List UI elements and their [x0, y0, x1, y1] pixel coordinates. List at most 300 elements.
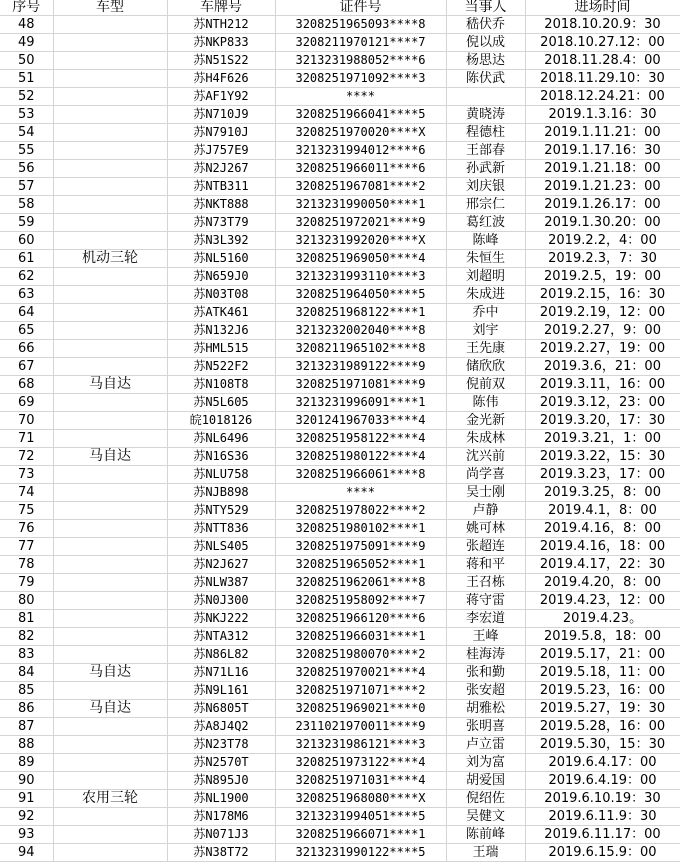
cell-serial-number[interactable]: 93: [0, 826, 53, 844]
cell-id-number[interactable]: 3208251966011****6: [275, 160, 446, 178]
cell-id-number[interactable]: 3208251966031****1: [275, 628, 446, 646]
cell-serial-number[interactable]: 69: [0, 394, 53, 412]
cell-id-number[interactable]: 3213231996091****1: [275, 394, 446, 412]
cell-entry-time[interactable]: 2018.10.27.12：00: [525, 34, 680, 52]
cell-id-number[interactable]: 3208251971092****3: [275, 70, 446, 88]
cell-party[interactable]: 王瑞: [446, 844, 525, 862]
cell-party[interactable]: 陈伏武: [446, 70, 525, 88]
cell-vehicle-type[interactable]: [53, 106, 167, 124]
cell-vehicle-type[interactable]: [53, 88, 167, 106]
cell-serial-number[interactable]: 61: [0, 250, 53, 268]
cell-party[interactable]: 蒋和平: [446, 556, 525, 574]
cell-vehicle-type[interactable]: [53, 682, 167, 700]
cell-plate-number[interactable]: 苏NTY529: [167, 502, 275, 520]
cell-plate-number[interactable]: 苏N51S22: [167, 52, 275, 70]
cell-vehicle-type[interactable]: [53, 574, 167, 592]
cell-party[interactable]: 刘为富: [446, 754, 525, 772]
cell-serial-number[interactable]: 80: [0, 592, 53, 610]
cell-party[interactable]: 倪前双: [446, 376, 525, 394]
cell-plate-number[interactable]: 苏N2J267: [167, 160, 275, 178]
cell-plate-number[interactable]: 苏A8J4Q2: [167, 718, 275, 736]
cell-party[interactable]: 陈前峰: [446, 826, 525, 844]
cell-id-number[interactable]: 3208251968080****X: [275, 790, 446, 808]
cell-party[interactable]: 刘庆银: [446, 178, 525, 196]
cell-serial-number[interactable]: 77: [0, 538, 53, 556]
cell-vehicle-type[interactable]: [53, 16, 167, 34]
cell-plate-number[interactable]: 苏N108T8: [167, 376, 275, 394]
cell-party[interactable]: 刘超明: [446, 268, 525, 286]
header-vehicle-type[interactable]: 车型: [53, 0, 167, 16]
cell-id-number[interactable]: 3208211965102****8: [275, 340, 446, 358]
cell-serial-number[interactable]: 63: [0, 286, 53, 304]
cell-vehicle-type[interactable]: [53, 556, 167, 574]
cell-vehicle-type[interactable]: [53, 286, 167, 304]
cell-party[interactable]: 王召栋: [446, 574, 525, 592]
cell-serial-number[interactable]: 57: [0, 178, 53, 196]
cell-vehicle-type[interactable]: [53, 412, 167, 430]
cell-entry-time[interactable]: 2019.6.4.17：00: [525, 754, 680, 772]
cell-serial-number[interactable]: 83: [0, 646, 53, 664]
cell-id-number[interactable]: 3208251965052****1: [275, 556, 446, 574]
cell-vehicle-type[interactable]: [53, 430, 167, 448]
cell-vehicle-type[interactable]: [53, 844, 167, 862]
cell-plate-number[interactable]: 苏NJB898: [167, 484, 275, 502]
cell-entry-time[interactable]: 2018.10.20.9：30: [525, 16, 680, 34]
cell-vehicle-type[interactable]: [53, 718, 167, 736]
table-row: [0, 34, 680, 52]
header-serial-number[interactable]: 序号: [0, 0, 53, 16]
cell-id-number[interactable]: 3208251965093****8: [275, 16, 446, 34]
cell-party[interactable]: 嵇伏乔: [446, 16, 525, 34]
cell-party[interactable]: 胡雅松: [446, 700, 525, 718]
cell-entry-time[interactable]: 2019.1.26.17：00: [525, 196, 680, 214]
cell-id-number[interactable]: 3213231990122****5: [275, 844, 446, 862]
cell-entry-time[interactable]: 2019.5.18，11：00: [525, 664, 680, 682]
cell-plate-number[interactable]: 苏N895J0: [167, 772, 275, 790]
cell-vehicle-type[interactable]: [53, 340, 167, 358]
cell-serial-number[interactable]: 66: [0, 340, 53, 358]
cell-vehicle-type[interactable]: [53, 754, 167, 772]
cell-party[interactable]: 李宏道: [446, 610, 525, 628]
cell-party[interactable]: 蒋守雷: [446, 592, 525, 610]
cell-id-number[interactable]: 3208251970021****4: [275, 664, 446, 682]
table-row: [0, 826, 680, 844]
cell-serial-number[interactable]: 60: [0, 232, 53, 250]
cell-serial-number[interactable]: 81: [0, 610, 53, 628]
cell-party[interactable]: 朱成林: [446, 430, 525, 448]
cell-id-number[interactable]: 3213232002040****8: [275, 322, 446, 340]
cell-entry-time[interactable]: 2019.6.15.9：00: [525, 844, 680, 862]
cell-vehicle-type[interactable]: [53, 142, 167, 160]
cell-vehicle-type[interactable]: [53, 232, 167, 250]
cell-entry-time[interactable]: 2019.4.23，12：00: [525, 592, 680, 610]
cell-vehicle-type[interactable]: [53, 772, 167, 790]
cell-id-number[interactable]: 3208251968122****1: [275, 304, 446, 322]
cell-plate-number[interactable]: 苏N5L605: [167, 394, 275, 412]
cell-serial-number[interactable]: 85: [0, 682, 53, 700]
cell-id-number[interactable]: 3208251966071****1: [275, 826, 446, 844]
cell-party[interactable]: 胡爱国: [446, 772, 525, 790]
table-row: [0, 232, 680, 250]
cell-serial-number[interactable]: 82: [0, 628, 53, 646]
cell-serial-number[interactable]: 55: [0, 142, 53, 160]
cell-vehicle-type[interactable]: [53, 178, 167, 196]
cell-vehicle-type[interactable]: [53, 520, 167, 538]
cell-vehicle-type[interactable]: [53, 268, 167, 286]
cell-serial-number[interactable]: 91: [0, 790, 53, 808]
cell-plate-number[interactable]: 苏AF1Y92: [167, 88, 275, 106]
cell-entry-time[interactable]: 2019.3.25，8：00: [525, 484, 680, 502]
cell-entry-time[interactable]: 2019.4.1，8：00: [525, 502, 680, 520]
cell-party[interactable]: 张安超: [446, 682, 525, 700]
cell-party[interactable]: 黄晓涛: [446, 106, 525, 124]
cell-entry-time[interactable]: 2019.1.11.21：00: [525, 124, 680, 142]
cell-vehicle-type[interactable]: [53, 646, 167, 664]
cell-plate-number[interactable]: 苏N522F2: [167, 358, 275, 376]
cell-entry-time[interactable]: 2019.4.17，22：30: [525, 556, 680, 574]
cell-party[interactable]: 桂海涛: [446, 646, 525, 664]
cell-serial-number[interactable]: 86: [0, 700, 53, 718]
cell-entry-time[interactable]: 2019.3.11，16：00: [525, 376, 680, 394]
table-row: [0, 538, 680, 556]
cell-vehicle-type[interactable]: 马自达: [53, 700, 167, 718]
cell-vehicle-type[interactable]: [53, 322, 167, 340]
cell-entry-time[interactable]: 2019.5.23，16：00: [525, 682, 680, 700]
cell-vehicle-type[interactable]: [53, 358, 167, 376]
cell-plate-number[interactable]: 苏N659J0: [167, 268, 275, 286]
cell-serial-number[interactable]: 88: [0, 736, 53, 754]
cell-id-number[interactable]: 3208251966120****6: [275, 610, 446, 628]
table-row: [0, 394, 680, 412]
cell-vehicle-type[interactable]: 马自达: [53, 448, 167, 466]
cell-id-number[interactable]: 3208251969021****0: [275, 700, 446, 718]
cell-serial-number[interactable]: 51: [0, 70, 53, 88]
cell-id-number[interactable]: 3208251971081****9: [275, 376, 446, 394]
cell-party[interactable]: 程德柱: [446, 124, 525, 142]
cell-party[interactable]: 刘宇: [446, 322, 525, 340]
cell-plate-number[interactable]: 苏N38T72: [167, 844, 275, 862]
cell-serial-number[interactable]: 59: [0, 214, 53, 232]
cell-id-number[interactable]: 3208251962061****8: [275, 574, 446, 592]
cell-vehicle-type[interactable]: [53, 394, 167, 412]
cell-id-number[interactable]: 3208251975091****9: [275, 538, 446, 556]
cell-id-number[interactable]: 3201241967033****4: [275, 412, 446, 430]
cell-serial-number[interactable]: 90: [0, 772, 53, 790]
cell-id-number[interactable]: 3208251980070****2: [275, 646, 446, 664]
cell-vehicle-type[interactable]: [53, 466, 167, 484]
cell-party[interactable]: 邢宗仁: [446, 196, 525, 214]
cell-serial-number[interactable]: 48: [0, 16, 53, 34]
table-row: [0, 700, 680, 718]
cell-plate-number[interactable]: 苏NTT836: [167, 520, 275, 538]
cell-serial-number[interactable]: 94: [0, 844, 53, 862]
cell-serial-number[interactable]: 72: [0, 448, 53, 466]
cell-id-number[interactable]: 3208251972021****9: [275, 214, 446, 232]
cell-plate-number[interactable]: 苏NLU758: [167, 466, 275, 484]
cell-entry-time[interactable]: 2019.2.3，7：30: [525, 250, 680, 268]
cell-id-number[interactable]: 3208251978022****2: [275, 502, 446, 520]
cell-vehicle-type[interactable]: [53, 52, 167, 70]
cell-entry-time[interactable]: 2019.1.21.18：00: [525, 160, 680, 178]
cell-id-number[interactable]: 3208251970020****X: [275, 124, 446, 142]
cell-entry-time[interactable]: 2019.6.10.19：30: [525, 790, 680, 808]
cell-id-number[interactable]: 3213231988052****6: [275, 52, 446, 70]
cell-vehicle-type[interactable]: [53, 34, 167, 52]
cell-serial-number[interactable]: 54: [0, 124, 53, 142]
cell-plate-number[interactable]: 苏N3L392: [167, 232, 275, 250]
cell-id-number[interactable]: 3213231994051****5: [275, 808, 446, 826]
cell-party[interactable]: 吴士刚: [446, 484, 525, 502]
cell-entry-time[interactable]: 2019.2.19，12：00: [525, 304, 680, 322]
cell-plate-number[interactable]: 苏NLS405: [167, 538, 275, 556]
cell-entry-time[interactable]: 2019.3.23，17：00: [525, 466, 680, 484]
cell-entry-time[interactable]: 2019.5.27，19：30: [525, 700, 680, 718]
cell-id-number[interactable]: 3208251980122****4: [275, 448, 446, 466]
cell-party[interactable]: 葛红波: [446, 214, 525, 232]
cell-id-number[interactable]: 3208251966061****8: [275, 466, 446, 484]
cell-plate-number[interactable]: 苏H4F626: [167, 70, 275, 88]
cell-party[interactable]: 朱成进: [446, 286, 525, 304]
cell-id-number[interactable]: 3208251964050****5: [275, 286, 446, 304]
cell-party[interactable]: 姚可林: [446, 520, 525, 538]
cell-serial-number[interactable]: 67: [0, 358, 53, 376]
cell-vehicle-type[interactable]: [53, 826, 167, 844]
cell-vehicle-type[interactable]: [53, 736, 167, 754]
cell-id-number[interactable]: ****: [275, 484, 446, 502]
table-row: [0, 808, 680, 826]
cell-entry-time[interactable]: 2019.1.3.16：30: [525, 106, 680, 124]
cell-party[interactable]: 张和勤: [446, 664, 525, 682]
cell-entry-time[interactable]: 2018.12.24.21：00: [525, 88, 680, 106]
cell-serial-number[interactable]: 52: [0, 88, 53, 106]
cell-party[interactable]: 陈峰: [446, 232, 525, 250]
cell-party[interactable]: 倪绍佐: [446, 790, 525, 808]
table-row: [0, 88, 680, 106]
cell-serial-number[interactable]: 68: [0, 376, 53, 394]
cell-entry-time[interactable]: 2018.11.29.10：30: [525, 70, 680, 88]
cell-plate-number[interactable]: 苏NTA312: [167, 628, 275, 646]
cell-vehicle-type[interactable]: [53, 124, 167, 142]
cell-vehicle-type[interactable]: 马自达: [53, 664, 167, 682]
cell-id-number[interactable]: ****: [275, 88, 446, 106]
cell-plate-number[interactable]: 苏NTB311: [167, 178, 275, 196]
cell-party[interactable]: 沈兴前: [446, 448, 525, 466]
cell-party[interactable]: 王先康: [446, 340, 525, 358]
table-row: [0, 178, 680, 196]
cell-id-number[interactable]: 3213231994012****6: [275, 142, 446, 160]
cell-entry-time[interactable]: 2019.3.6，21：00: [525, 358, 680, 376]
cell-entry-time[interactable]: 2019.2.27，19：00: [525, 340, 680, 358]
table-row: [0, 628, 680, 646]
cell-entry-time[interactable]: 2019.5.8，18：00: [525, 628, 680, 646]
cell-plate-number[interactable]: 苏NKJ222: [167, 610, 275, 628]
cell-plate-number[interactable]: 苏N178M6: [167, 808, 275, 826]
cell-plate-number[interactable]: 苏HML515: [167, 340, 275, 358]
cell-id-number[interactable]: 3208251966041****5: [275, 106, 446, 124]
cell-plate-number[interactable]: 苏N23T78: [167, 736, 275, 754]
cell-id-number[interactable]: 3208251958122****4: [275, 430, 446, 448]
cell-vehicle-type[interactable]: [53, 304, 167, 322]
cell-plate-number[interactable]: 苏N132J6: [167, 322, 275, 340]
cell-entry-time[interactable]: 2019.3.12，23：00: [525, 394, 680, 412]
cell-vehicle-type[interactable]: 农用三轮: [53, 790, 167, 808]
cell-plate-number[interactable]: 苏N03T08: [167, 286, 275, 304]
cell-vehicle-type[interactable]: [53, 808, 167, 826]
cell-serial-number[interactable]: 71: [0, 430, 53, 448]
cell-party[interactable]: 王峰: [446, 628, 525, 646]
cell-id-number[interactable]: 3208251958092****7: [275, 592, 446, 610]
cell-entry-time[interactable]: 2019.1.30.20：00: [525, 214, 680, 232]
cell-party[interactable]: 卢静: [446, 502, 525, 520]
cell-entry-time[interactable]: 2019.3.22，15：30: [525, 448, 680, 466]
cell-vehicle-type[interactable]: [53, 592, 167, 610]
cell-serial-number[interactable]: 84: [0, 664, 53, 682]
cell-serial-number[interactable]: 76: [0, 520, 53, 538]
cell-party[interactable]: 陈伟: [446, 394, 525, 412]
cell-serial-number[interactable]: 89: [0, 754, 53, 772]
cell-serial-number[interactable]: 53: [0, 106, 53, 124]
cell-id-number[interactable]: 3213231990050****1: [275, 196, 446, 214]
cell-id-number[interactable]: 3208251967081****2: [275, 178, 446, 196]
header-party[interactable]: 当事人: [446, 0, 525, 16]
cell-serial-number[interactable]: 62: [0, 268, 53, 286]
cell-plate-number[interactable]: 苏NL6496: [167, 430, 275, 448]
cell-serial-number[interactable]: 74: [0, 484, 53, 502]
cell-entry-time[interactable]: 2019.2.15，16：30: [525, 286, 680, 304]
cell-plate-number[interactable]: 苏NL5160: [167, 250, 275, 268]
cell-entry-time[interactable]: 2019.2.27，9：00: [525, 322, 680, 340]
cell-vehicle-type[interactable]: [53, 214, 167, 232]
cell-entry-time[interactable]: 2019.5.17，21：00: [525, 646, 680, 664]
cell-serial-number[interactable]: 50: [0, 52, 53, 70]
cell-vehicle-type[interactable]: 马自达: [53, 376, 167, 394]
cell-entry-time[interactable]: 2019.5.30，15：30: [525, 736, 680, 754]
cell-party[interactable]: 张明喜: [446, 718, 525, 736]
table-row: [0, 412, 680, 430]
cell-serial-number[interactable]: 78: [0, 556, 53, 574]
cell-plate-number[interactable]: 苏NKP833: [167, 34, 275, 52]
cell-serial-number[interactable]: 70: [0, 412, 53, 430]
cell-entry-time[interactable]: 2019.6.4.19：00: [525, 772, 680, 790]
cell-plate-number[interactable]: 苏NLW387: [167, 574, 275, 592]
cell-vehicle-type[interactable]: [53, 160, 167, 178]
cell-vehicle-type[interactable]: [53, 484, 167, 502]
cell-entry-time[interactable]: 2018.11.28.4：00: [525, 52, 680, 70]
cell-party[interactable]: [446, 88, 525, 106]
cell-serial-number[interactable]: 58: [0, 196, 53, 214]
cell-entry-time[interactable]: 2019.3.21，1：00: [525, 430, 680, 448]
cell-plate-number[interactable]: 苏N710J9: [167, 106, 275, 124]
cell-party[interactable]: 杨思达: [446, 52, 525, 70]
cell-entry-time[interactable]: 2019.6.11.9：30: [525, 808, 680, 826]
cell-serial-number[interactable]: 75: [0, 502, 53, 520]
cell-party[interactable]: 孙武新: [446, 160, 525, 178]
cell-serial-number[interactable]: 79: [0, 574, 53, 592]
cell-plate-number[interactable]: 苏N071J3: [167, 826, 275, 844]
cell-id-number[interactable]: 3213231986121****3: [275, 736, 446, 754]
cell-entry-time[interactable]: 2019.1.17.16：30: [525, 142, 680, 160]
cell-id-number[interactable]: 3208251971031****4: [275, 772, 446, 790]
cell-vehicle-type[interactable]: [53, 196, 167, 214]
cell-plate-number[interactable]: 苏N2J627: [167, 556, 275, 574]
cell-entry-time[interactable]: 2019.3.20，17：30: [525, 412, 680, 430]
cell-plate-number[interactable]: 苏NL1900: [167, 790, 275, 808]
cell-plate-number[interactable]: 苏N16S36: [167, 448, 275, 466]
cell-id-number[interactable]: 3208211970121****7: [275, 34, 446, 52]
cell-plate-number[interactable]: 苏N71L16: [167, 664, 275, 682]
cell-serial-number[interactable]: 73: [0, 466, 53, 484]
cell-id-number[interactable]: 3213231989122****9: [275, 358, 446, 376]
cell-entry-time[interactable]: 2019.5.28，16：00: [525, 718, 680, 736]
cell-plate-number[interactable]: 苏ATK461: [167, 304, 275, 322]
cell-plate-number[interactable]: 皖1018126: [167, 412, 275, 430]
cell-serial-number[interactable]: 64: [0, 304, 53, 322]
cell-entry-time[interactable]: 2019.1.21.23：00: [525, 178, 680, 196]
cell-party[interactable]: 倪以成: [446, 34, 525, 52]
cell-serial-number[interactable]: 87: [0, 718, 53, 736]
cell-id-number[interactable]: 3208251971071****2: [275, 682, 446, 700]
cell-plate-number[interactable]: 苏N6805T: [167, 700, 275, 718]
cell-plate-number[interactable]: 苏N0J300: [167, 592, 275, 610]
cell-vehicle-type[interactable]: 机动三轮: [53, 250, 167, 268]
cell-id-number[interactable]: 3208251969050****4: [275, 250, 446, 268]
header-id-number[interactable]: 证件号: [275, 0, 446, 16]
cell-entry-time[interactable]: 2019.4.16，18：00: [525, 538, 680, 556]
cell-entry-time[interactable]: 2019.2.5，19：00: [525, 268, 680, 286]
cell-entry-time[interactable]: 2019.6.11.17：00: [525, 826, 680, 844]
cell-party[interactable]: 朱恒生: [446, 250, 525, 268]
cell-vehicle-type[interactable]: [53, 70, 167, 88]
cell-plate-number[interactable]: 苏J757E9: [167, 142, 275, 160]
cell-vehicle-type[interactable]: [53, 610, 167, 628]
cell-plate-number[interactable]: 苏N2570T: [167, 754, 275, 772]
cell-plate-number[interactable]: 苏N7910J: [167, 124, 275, 142]
table-header: [0, 0, 680, 16]
cell-party[interactable]: 储欣欣: [446, 358, 525, 376]
cell-id-number[interactable]: 3213231993110****3: [275, 268, 446, 286]
cell-plate-number[interactable]: 苏N73T79: [167, 214, 275, 232]
cell-id-number[interactable]: 3208251980102****1: [275, 520, 446, 538]
cell-entry-time[interactable]: 2019.2.2，4：00: [525, 232, 680, 250]
cell-party[interactable]: 王部春: [446, 142, 525, 160]
cell-plate-number[interactable]: 苏N9L161: [167, 682, 275, 700]
cell-vehicle-type[interactable]: [53, 502, 167, 520]
cell-serial-number[interactable]: 65: [0, 322, 53, 340]
cell-entry-time[interactable]: 2019.4.16，8：00: [525, 520, 680, 538]
cell-plate-number[interactable]: 苏NKT888: [167, 196, 275, 214]
cell-plate-number[interactable]: 苏NTH212: [167, 16, 275, 34]
cell-party[interactable]: 尚学喜: [446, 466, 525, 484]
cell-id-number[interactable]: 2311021970011****9: [275, 718, 446, 736]
cell-party[interactable]: 金光新: [446, 412, 525, 430]
cell-party[interactable]: 张超连: [446, 538, 525, 556]
cell-plate-number[interactable]: 苏N86L82: [167, 646, 275, 664]
cell-entry-time[interactable]: 2019.4.20，8：00: [525, 574, 680, 592]
cell-id-number[interactable]: 3213231992020****X: [275, 232, 446, 250]
cell-vehicle-type[interactable]: [53, 628, 167, 646]
cell-serial-number[interactable]: 49: [0, 34, 53, 52]
cell-vehicle-type[interactable]: [53, 538, 167, 556]
cell-party[interactable]: 卢立雷: [446, 736, 525, 754]
cell-party[interactable]: 乔中: [446, 304, 525, 322]
header-plate-number[interactable]: 车牌号: [167, 0, 275, 16]
cell-entry-time[interactable]: 2019.4.23。: [525, 610, 680, 628]
cell-id-number[interactable]: 3208251973122****4: [275, 754, 446, 772]
cell-serial-number[interactable]: 56: [0, 160, 53, 178]
cell-party[interactable]: 吴健文: [446, 808, 525, 826]
header-entry-time[interactable]: 进场时间: [525, 0, 680, 16]
cell-serial-number[interactable]: 92: [0, 808, 53, 826]
